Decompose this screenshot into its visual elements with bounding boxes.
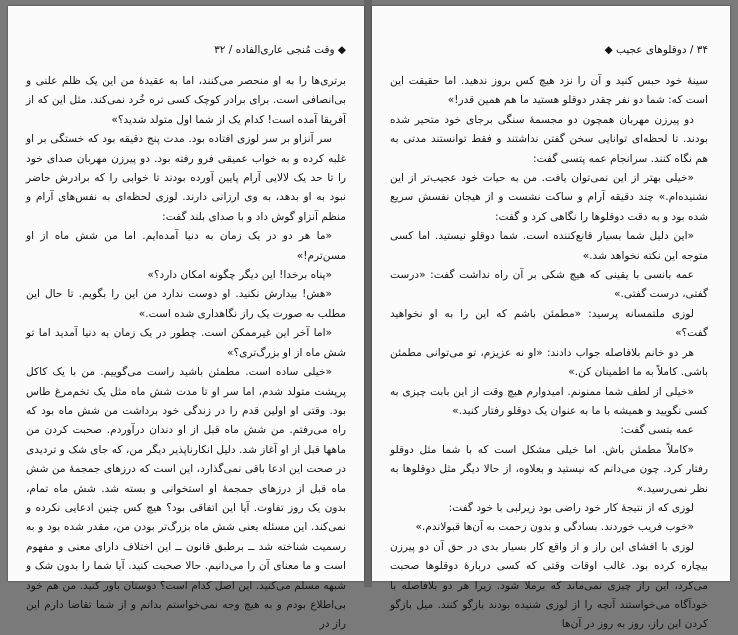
left-page-header <box>26 44 346 56</box>
paragraph: «خیلی بهتر از این نمی‌توان یافت. من به حیات خود عجیب‌تر از این نشنیده‌ام.» چند دقیقه آرام و ساکت نشست و از هیجان نفسش سریع شده بود و به دقت دوقلوها را نگاهی کرد و گفت: <box>390 172 708 223</box>
right-page-running-title: ۳۴ / دوقلوهای عجیب ◆ <box>604 44 708 56</box>
paragraph: لوزی ملتمسانه پرسید: «مطمئن باشم که این را به او نخواهید گفت؟» <box>390 307 708 340</box>
paragraph: «کاملاً مطمئن باش. اما خیلی مشکل است که با شما مثل دوقلو رفتار کرد. چون می‌دانم که نیستید و بعلاوه، از حالا دیگر مثل دوقلوها به نظر نمی‌رسید.» <box>390 443 708 495</box>
paragraph: «خیلی ساده است. مطمئن باشید راست می‌گوییم. من با یک کاکل پرپشت متولد شدم، اما سر او تا مدت شش ماه مثل یک تخم‌مرغ طاس بود. وقتی او اولین قدم را در زندگی خود برداشت من شش ماه بود که راه می‌رفتم. من شش ماه قبل از او دندان درآوردم. صحبت کردن من ماهها قبل از او آغاز شد. دلیل انکارناپذیر دیگر من، که جای شک و تردیدی در صحت این ادعا باقی نمی‌گذارد، این است که درزهای جمجمهٔ من شش ماه قبل از درزهای جمجمهٔ او استخوانی و بسته شد. شش ماه تمام، بدون یک روز تفاوت. آیا این اتفاقی بود؟ هیچ کس چنین ادعایی نکرده و نمی‌کند. این مسئله یعنی شش ماه بزرگ‌تر بودن من، مقدر شده بود و به رسمیت شناخته شد ــ برطبق قانون ــ این اختلاف دارای معنی و مفهوم است و ما معنای آن را می‌دانیم. حالا صحبت کنید. آیا شما را بدون شک و شبهه مسلم می‌کنید. این اصل کدام است؟ دوستان باور کنید. من هم خود بی‌اطلاع بودم و به هیچ وجه نمی‌خواستم بدانم و از شما تقاضا دارم این راز در <box>26 366 346 631</box>
paragraph: سر آنزاو بر سر لوزی افتاده بود. مدت پنج دقیقه بود که خستگی بر او غلبه کرده و به خواب عمیقی فرو رفته بود. دو پیرزن مهربان صدای خود را تا حد یک لالایی آرام پایین آورده بودند تا خوابی را که برادرش حاضر نبود به او بدهد، به وی ارزانی دارند. لوزی لحظه‌ای به نفس‌های آرام و منظم آنزاو گوش داد و با صدای بلند گفت: <box>26 133 346 223</box>
paragraph: عمه بتسی گفت: <box>620 424 694 437</box>
paragraph: «پناه برخدا! این دیگر چگونه امکان دارد؟» <box>147 269 332 282</box>
paragraph: سینهٔ خود حبس کنید و آن را نزد هیچ کس بروز ندهید. اما حقیقت این است که: شما دو نفر چقدر دوقلو هستید ما هم همین قدر!» <box>390 75 708 107</box>
paragraph: «این دلیل شما بسیار قانع‌کننده است. شما دوقلو نیستید. اما کسی متوجه این نکته نخواهد شد.» <box>390 230 708 262</box>
paragraph: «اما آخر این غیرممکن است. چطور در یک زمان به دنیا آمدید اما تو شش ماه از او بزرگ‌تری؟» <box>26 327 346 359</box>
right-page <box>372 6 730 631</box>
paragraph: دو پیرزن مهربان همچون دو مجسمهٔ سنگی برجای خود متحیر شده بودند. تا لحظه‌ای توانایی سخن گفتن نداشتند و فقط توانستند مدتی به هم نگاه کنند. سرانجام عمه پتسی گفت: <box>390 113 708 165</box>
paragraph: «هش! بیدارش نکنید. او دوست ندارد من این را بگویم. تا حال این مطلب به صورت یک راز نگاهداری شده است.» <box>26 288 346 320</box>
paragraph: «خوب فریب خوردند. بسادگی و بدون زحمت به آن‌ها قبولاندم.» <box>415 521 694 534</box>
paragraph: لوزی که از نتیجهٔ کار خود راضی بود زیرلبی با خود گفت: <box>448 501 694 514</box>
book-gutter <box>364 0 372 587</box>
right-page-body <box>390 72 708 635</box>
paragraph: عمه بانسی با یقینی که هیچ شکی بر آن راه نداشت گفت: «درست گفتی، درست گفتی.» <box>390 269 708 301</box>
left-page-running-title: ◆ وقت مُنجی عاری‌الفاده / ۳۲ <box>214 44 346 56</box>
left-page <box>8 6 364 631</box>
paragraph: هر دو خانم بلافاصله جواب دادند: «او نه عزیزم، تو می‌توانی مطمئن باشی. کاملاً به ما اطمینان کن.» <box>390 346 708 379</box>
paragraph: «ما هر دو در یک زمان به دنیا آمده‌ایم. اما من شش ماه از او مسن‌ترم!» <box>26 230 346 262</box>
paragraph: «خیلی از لطف شما ممنونم. امیدوارم هیچ وقت از این بابت چیزی به کسی نگویید و همیشه با ما به عنوان یک دوقلو رفتار کنید.» <box>390 385 708 417</box>
right-page-header <box>390 44 708 56</box>
left-page-body <box>26 72 346 635</box>
paragraph: لوزی با افشای این راز و از واقع کار بسیار بدی در حق آن دو پیرزن بیچاره کرده بود. غالب اوقات وقتی که کسی دربارهٔ دوقلوها صحبت می‌کرد، این راز چیزی نمی‌ماند که برملا شود. زیرا هر دو بلافاصله با خودآگاه می‌خواستند آنچه را از لوزی شنیده بودند بازگو کنند. میل بازگو کردن این راز، روز به روز در آن‌ها <box>390 540 708 631</box>
paragraph: برتری‌ها را به او منحصر می‌کنند، اما به عقیدهٔ من این یک ظلم علنی و بی‌انصافی است. برای برادر کوچک کسی تره خُرد نمی‌کند. مثل این که از آفریقا آمده است! کدام یک از شما اول متولد شدید؟» <box>26 75 346 126</box>
